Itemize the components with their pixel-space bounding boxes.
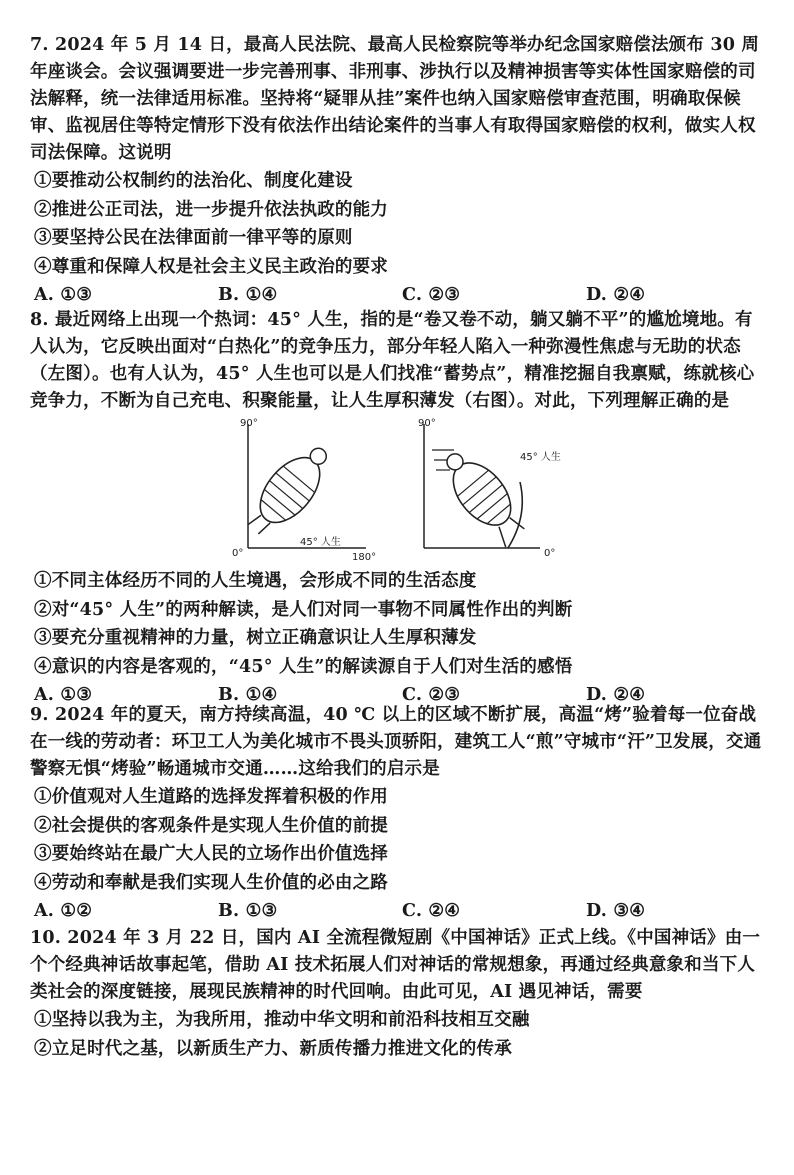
question-8-option-2: ②对“45° 人生”的两种解读，是人们对同一事物不同属性作出的判断 — [34, 599, 573, 620]
right-bottom-label: 0° — [544, 548, 556, 559]
question-9 — [30, 702, 770, 925]
choice-d: D. ②④ — [586, 285, 646, 305]
question-10 — [30, 925, 770, 1063]
choice-c: C. ②④ — [402, 901, 461, 921]
question-7-option-1: ①要推动公权制约的法治化、制度化建设 — [34, 171, 353, 191]
choice-c: C. ②③ — [402, 685, 461, 705]
illustration-45-degree-life — [228, 416, 568, 566]
choice-b: B. ①④ — [218, 285, 278, 305]
question-10-stem: 10. 2024 年 3 月 22 日，国内 AI 全流程微短剧《中国神话》正式上线。《中国神话》由一个个经典神话故事起笔，借助 AI 技术拓展人们对神话的常规想象，再通过经典意象和当下人类社会的深度链接，展现民族精神的时代回响。由此可见，AI 遇见神话，需要 — [30, 928, 761, 1002]
choice-c: C. ②③ — [402, 285, 461, 305]
question-7 — [30, 32, 770, 309]
left-end-label: 180° — [352, 552, 377, 563]
question-10-option-2: ②立足时代之基，以新质生产力、新质传播力推进文化的传承 — [34, 1038, 512, 1059]
choice-a: A. ①③ — [34, 685, 93, 705]
choice-b: B. ①④ — [218, 685, 278, 705]
question-7-option-2: ②推进公正司法，进一步提升依法执政的能力 — [34, 199, 388, 220]
left-bottom-label: 0° — [232, 548, 244, 559]
question-8-stem: 8. 最近网络上出现一个热词：45° 人生，指的是“卷又卷不动，躺又躺不平”的尴尬境地。有人认为，它反映出面对“白热化”的竞争压力，部分年轻人陷入一种弥漫性焦虑与无助的状态（左图）。也有人认为，45° 人生也可以是人们找准“蓄势点”，精准挖掘自我禀赋，练就核心竞争力，不断为自己充电、积聚能量，让人生厚积薄发（右图）。对此，下列理解正确的是 — [30, 310, 755, 411]
choice-d: D. ②④ — [586, 685, 646, 705]
right-top-label: 90° — [418, 418, 436, 429]
question-7-stem: 7. 2024 年 5 月 14 日，最高人民法院、最高人民检察院等举办纪念国家赔偿法颁布 30 周年座谈会。会议强调要进一步完善刑事、非刑事、涉执行以及精神损害等实体性国家赔偿的司法解释，统一法律适用标准。坚持将“疑罪从挂”案件也纳入国家赔偿审查范围，明确取保候审、监视居住等特定情形下没有依法作出结论案件的当事人有取得国家赔偿的权利，做实人权司法保障。这说明 — [30, 35, 760, 163]
question-9-option-1: ①价值观对人生道路的选择发挥着积极的作用 — [34, 787, 388, 807]
question-9-stem: 9. 2024 年的夏天，南方持续高温，40 ℃ 以上的区域不断扩展，高温“烤”验着每一位奋战在一线的劳动者：环卫工人为美化城市不畏头顶骄阳，建筑工人“煎”守城市“汗”卫发展，交通警察无惧“烤验”畅通城市交通……这给我们的启示是 — [30, 705, 762, 779]
left-lazy-figure — [238, 436, 340, 545]
question-10-option-1: ①坚持以我为主，为我所用，推动中华文明和前沿科技相互交融 — [34, 1010, 530, 1030]
question-7-choices — [30, 281, 770, 309]
left-top-label: 90° — [240, 418, 258, 429]
question-8-option-4: ④意识的内容是客观的，“45° 人生”的解读源自于人们对生活的感悟 — [34, 656, 573, 677]
question-9-option-4: ④劳动和奉献是我们实现人生价值的必由之路 — [34, 872, 388, 893]
question-8-option-3: ③要充分重视精神的力量，树立正确意识让人生厚积薄发 — [34, 628, 477, 648]
choice-a: A. ①③ — [34, 285, 93, 305]
question-9-option-3: ③要始终站在最广大人民的立场作出价值选择 — [34, 844, 388, 864]
question-9-choices — [30, 897, 770, 925]
choice-b: B. ①③ — [218, 901, 278, 921]
choice-a: A. ①② — [34, 901, 93, 921]
question-8-figure — [228, 416, 568, 566]
question-7-option-3: ③要坚持公民在法律面前一律平等的原则 — [34, 228, 353, 248]
question-8-option-1: ①不同主体经历不同的人生境遇，会形成不同的生活态度 — [34, 571, 477, 591]
question-7-option-4: ④尊重和保障人权是社会主义民主政治的要求 — [34, 256, 388, 277]
right-caption: 45° 人生 — [520, 452, 561, 463]
choice-d: D. ③④ — [586, 901, 646, 921]
question-9-option-2: ②社会提供的客观条件是实现人生价值的前提 — [34, 815, 388, 836]
left-caption: 45° 人生 — [300, 537, 341, 548]
